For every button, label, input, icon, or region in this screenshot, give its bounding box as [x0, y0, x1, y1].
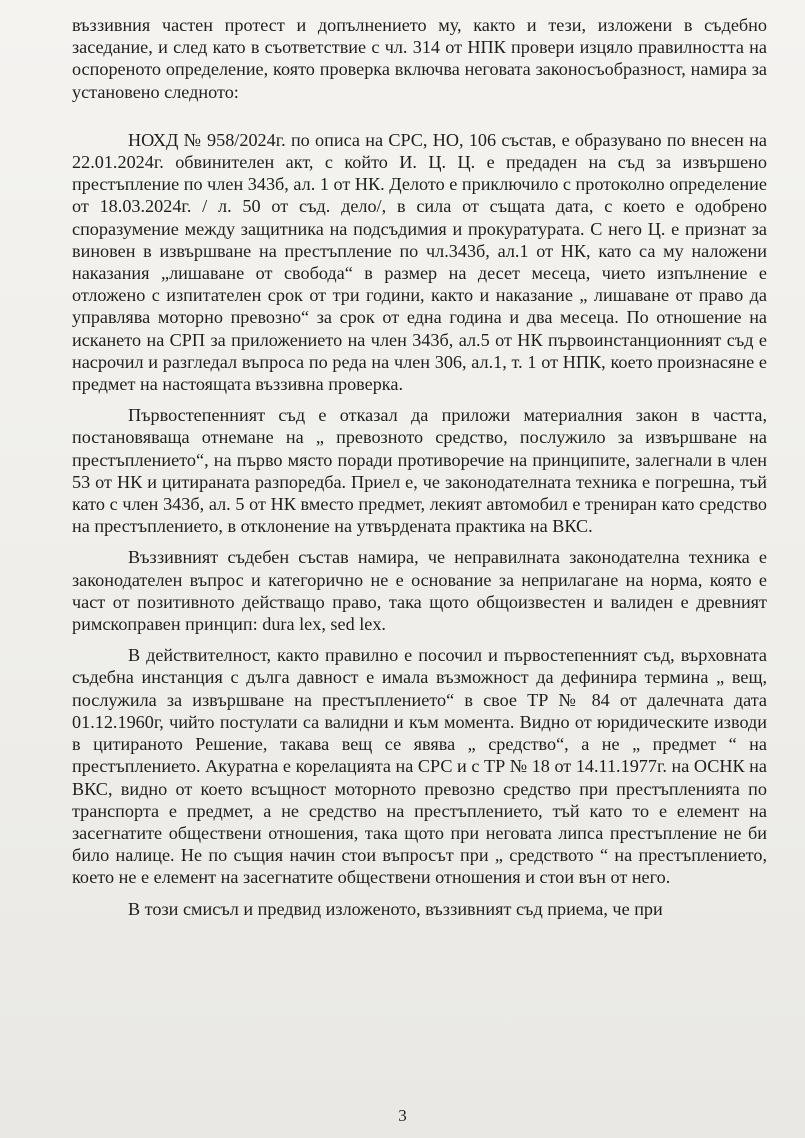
document-body — [72, 14, 767, 920]
paragraph-intro-continuation: въззивния частен протест и допълнението му, както и тези, изложени в съдебно заседание, и след като в съответствие с чл. 314 от НПК провери изцяло правилността на оспореното определение, която проверка включва неговата законосъобразност, намира за установено следното: — [72, 15, 767, 102]
paragraph-supreme-court-practice: В действителност, както правилно е посочил и първостепенният съд, върховната съдебна инстанция с дълга давност е имала възможност да дефинира термина „ вещ, послужила за извършване на престъплението“ в свое ТР № 84 от далечната дата 01.12.1960г, чийто постулати са валидни и към момента. Видно от юридическите изводи в цитираното Решение, такава вещ се явява „ средство“, а не „ предмет “ на престъплението. Акуратна е корелацията на СРС и с ТР № 18 от 14.11.1977г. на ОСНК на ВКС, видно от което всъщност моторното превозно средство при престъпленията по транспорта е предмет, а не средство на престъплението, тъй като то е елемент на засегнатите обществени отношения, така щото при неговата липса престъпление не би било налице. Не по същия начин стои въпросът при „ средството “ на престъплението, което не е елемент на засегнатите обществени отношения и стои вън от него. — [72, 645, 767, 888]
paragraph-appellate-position: Въззивният съдебен състав намира, че неправилната законодателна техника е законодателен въпрос и категорично не е основание за неприлагане на норма, която е част от позитивното действащо право, така щото общоизвестен и валиден е древният римскоправен принцип: dura lex, sed lex. — [72, 547, 767, 635]
page-number: 3 — [398, 1106, 407, 1125]
paragraph-first-instance-reasoning: Първостепенният съд е отказал да приложи материалния закон в частта, постановяваща отнемане на „ превозното средство, послужило за извършване на престъплението“, на първо място поради противоречие на принципите, залегнали в член 53 от НК и цитираната разпоредба. Приел е, че законодателната техника е погрешна, тъй като с член 343б, ал. 5 от НК вместо предмет, лекият автомобил е трениран като средство на престъплението, в отклонение на утвърдената практика на ВКС. — [72, 405, 767, 537]
paragraph-conclusion-start: В този смисъл и предвид изложеното, въззивният съд приема, че при — [128, 898, 663, 919]
paragraph-case-facts: НОХД № 958/2024г. по описа на СРС, НО, 106 състав, е образувано по внесен на 22.01.2024г. обвинителен акт, с който И. Ц. Ц. е предаден на съд за извършено престъпление по член 343б, ал. 1 от НК. Делото е приключило с протоколно определение от 18.03.2024г. / л. 50 от съд. дело/, в сила от същата дата, с което е одобрено споразумение между защитника на подсъдимия и прокуратурата. С него Ц. е признат за виновен в извършване на престъпление по чл.343б, ал.1 от НК, като са му наложени наказания „лишаване от свобода“ в размер на десет месеца, чието изпълнение е отложено с изпитателен срок от три години, както и наказание „ лишаване от право да управлява моторно превозно“ за срок от една година и два месеца. По отношение на искането на СРП за приложението на член 343б, ал.5 от НК първоинстанционният съд е насрочил и разгледал въпроса по реда на член 306, ал.1, т. 1 от НПК, което произнасяне е предмет на настоящата въззивна проверка. — [72, 129, 767, 395]
